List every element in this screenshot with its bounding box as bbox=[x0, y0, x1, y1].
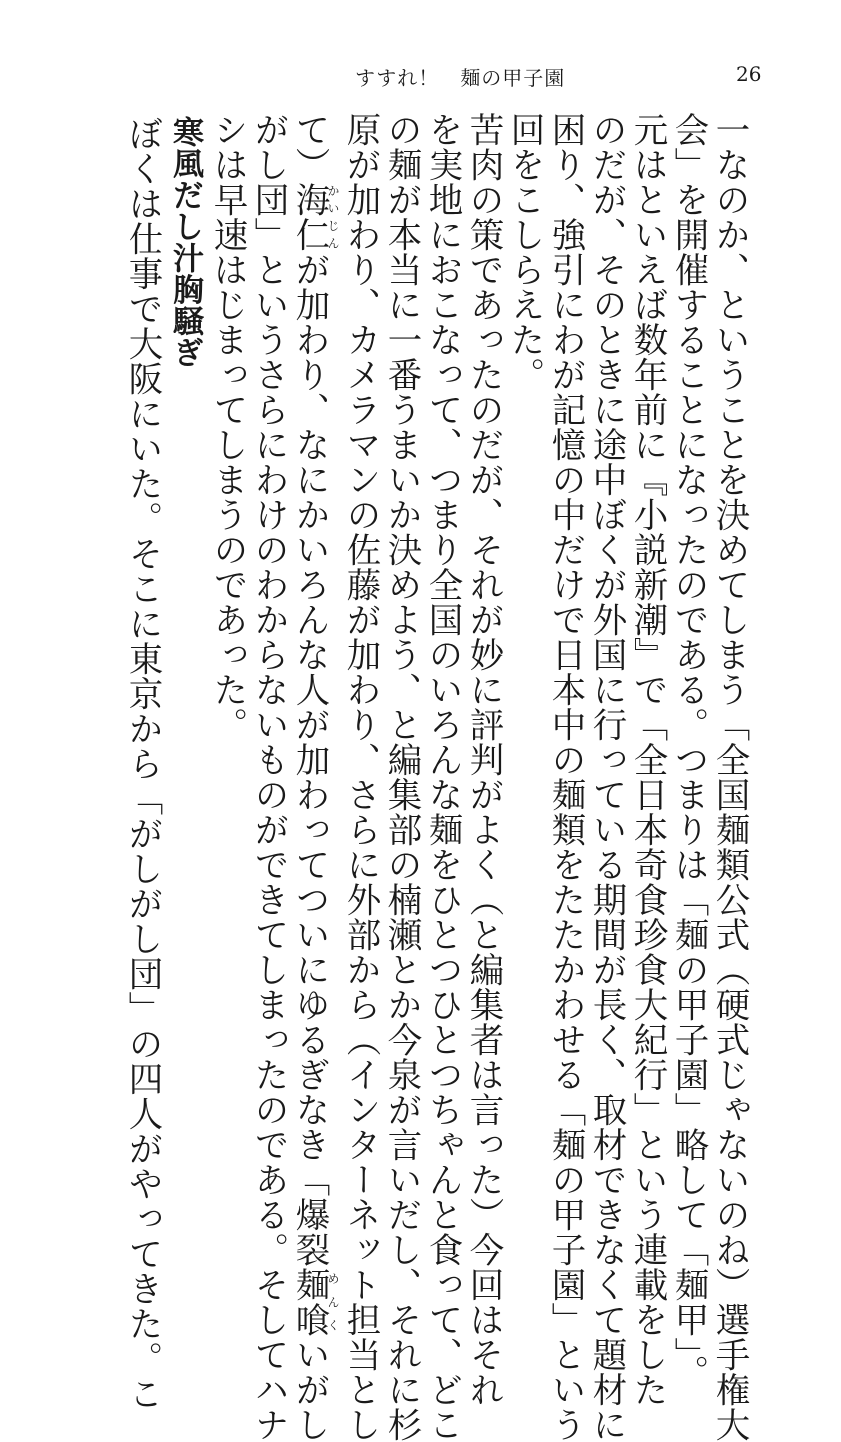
text-line: のだが、そのときに途中ぼくが外国に行っている期間が長く、取材できなくて題材に bbox=[586, 112, 626, 1442]
text-line: 困り、強引にわが記憶の中だけで日本中の麺類をたたかわせる「麺の甲子園」という bbox=[545, 112, 585, 1442]
text-line: 原が加わり、カメラマンの佐藤が加わり、さらに外部から（インターネット担当とし bbox=[340, 112, 380, 1442]
vertical-body-text bbox=[121, 112, 749, 1442]
text-segment: が加わり、なにかいろんな人が加わってついにゆるぎなき「爆裂 bbox=[289, 252, 329, 1267]
text-line-with-ruby bbox=[288, 112, 340, 1442]
ruby-base: 麺喰 bbox=[289, 1267, 329, 1337]
ruby-base: 海仁 bbox=[289, 182, 329, 252]
text-line: がし団」というさらにわけのわからないものができてしまったのである。そしてハナ bbox=[248, 112, 288, 1442]
text-line: の麺が本当に一番うまいか決めよう、と編集部の楠瀬とか今泉が言いだし、それに杉 bbox=[381, 112, 421, 1442]
ruby-reading: めんく bbox=[326, 1267, 340, 1337]
ruby-reading: かいじん bbox=[326, 182, 340, 252]
text-line: 苦肉の策であったのだが、それが妙に評判がよく（と編集者は言った）今回はそれ bbox=[463, 112, 503, 1407]
text-segment: いがし bbox=[289, 1337, 329, 1442]
text-line: 回をこしらえた。 bbox=[504, 112, 544, 392]
section-heading: 寒風だし汁胸騒ぎ bbox=[167, 116, 203, 368]
text-line: を実地におこなって、つまり全国のいろんな麺をひとつひとつちゃんと食って、どこ bbox=[422, 112, 462, 1442]
text-line: 元はといえば数年前に『小説新潮』で「全日本奇食珍食大紀行」という連載をした bbox=[627, 112, 667, 1407]
running-head: すすれ！ 麺の甲子園 bbox=[355, 66, 566, 90]
text-line: シは早速はじまってしまうのであった。 bbox=[207, 112, 247, 742]
ruby-word bbox=[289, 182, 340, 252]
text-line: ぼくは仕事で大阪にいた。そこに東京から「がしがし団」の四人がやってきた。こ bbox=[122, 116, 162, 1411]
text-segment: て） bbox=[289, 112, 329, 182]
text-line: 会」を開催することになったのである。つまりは「麺の甲子園」略して「麺甲」。 bbox=[668, 112, 708, 1390]
text-line: 一なのか、ということを決めてしまう「全国麺類公式（硬式じゃないのね）選手権大 bbox=[709, 112, 749, 1442]
page-number: 26 bbox=[736, 62, 762, 86]
ruby-word bbox=[289, 1267, 340, 1337]
